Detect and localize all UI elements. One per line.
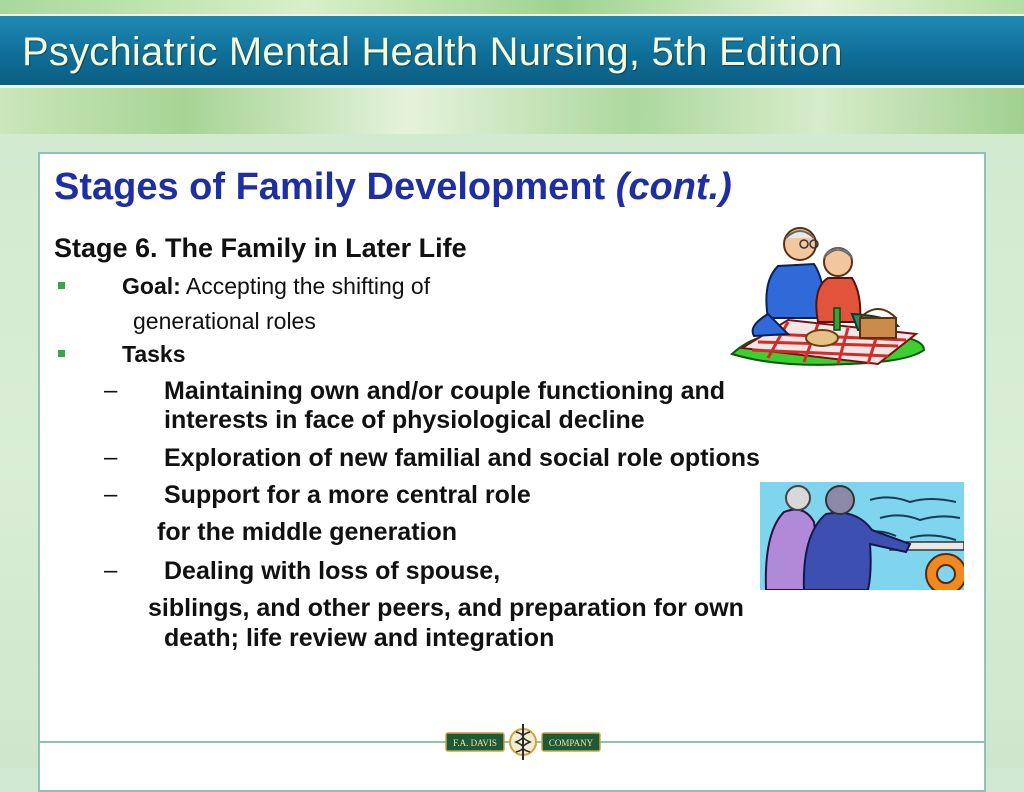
task-line: Maintaining own and/or couple functioning and (164, 377, 726, 405)
stage-title: Stage 6. The Family in Later Life (54, 233, 467, 263)
task-item: Dealing with loss of spouse, (164, 557, 501, 585)
task-item: Support for a more central role (164, 481, 531, 509)
tasks-label: Tasks (122, 341, 186, 367)
square-bullet-icon (58, 350, 65, 357)
square-bullet-icon (58, 282, 65, 289)
heading-italic: (cont.) (615, 166, 732, 208)
presentation-title: Psychiatric Mental Health Nursing, 5th Edition (22, 30, 843, 74)
task-item (164, 377, 725, 435)
title-bar (0, 14, 1024, 88)
dash-bullet-icon: – (104, 481, 118, 508)
elderly-couple-picnic-clipart (728, 222, 928, 372)
task-item: Exploration of new familial and social role options (164, 444, 760, 472)
goal-text-cont: generational roles (133, 308, 316, 334)
heading-main: Stages of Family Development (54, 166, 606, 208)
caduceus-logo-icon (444, 722, 602, 762)
goal-label: Goal: (122, 273, 181, 299)
decor-band (0, 88, 1024, 134)
dash-bullet-icon: – (104, 377, 118, 404)
logo-left-text: F.A. DAVIS (453, 738, 497, 748)
logo-right-text: COMPANY (548, 738, 594, 748)
dash-bullet-icon: – (104, 444, 118, 471)
task-line: interests in face of physiological decline (164, 406, 645, 434)
goal-item (122, 273, 430, 300)
top-decor-stripe (0, 0, 1024, 14)
dash-bullet-icon: – (104, 557, 118, 584)
task-line-cont: death; life review and integration (164, 624, 555, 652)
elderly-couple-ship-clipart (760, 482, 964, 590)
goal-text: Accepting the shifting of (180, 273, 431, 299)
slide-heading (54, 166, 732, 209)
task-line-cont: for the middle generation (157, 518, 458, 546)
task-line-cont: siblings, and other peers, and preparation for own (148, 594, 744, 622)
